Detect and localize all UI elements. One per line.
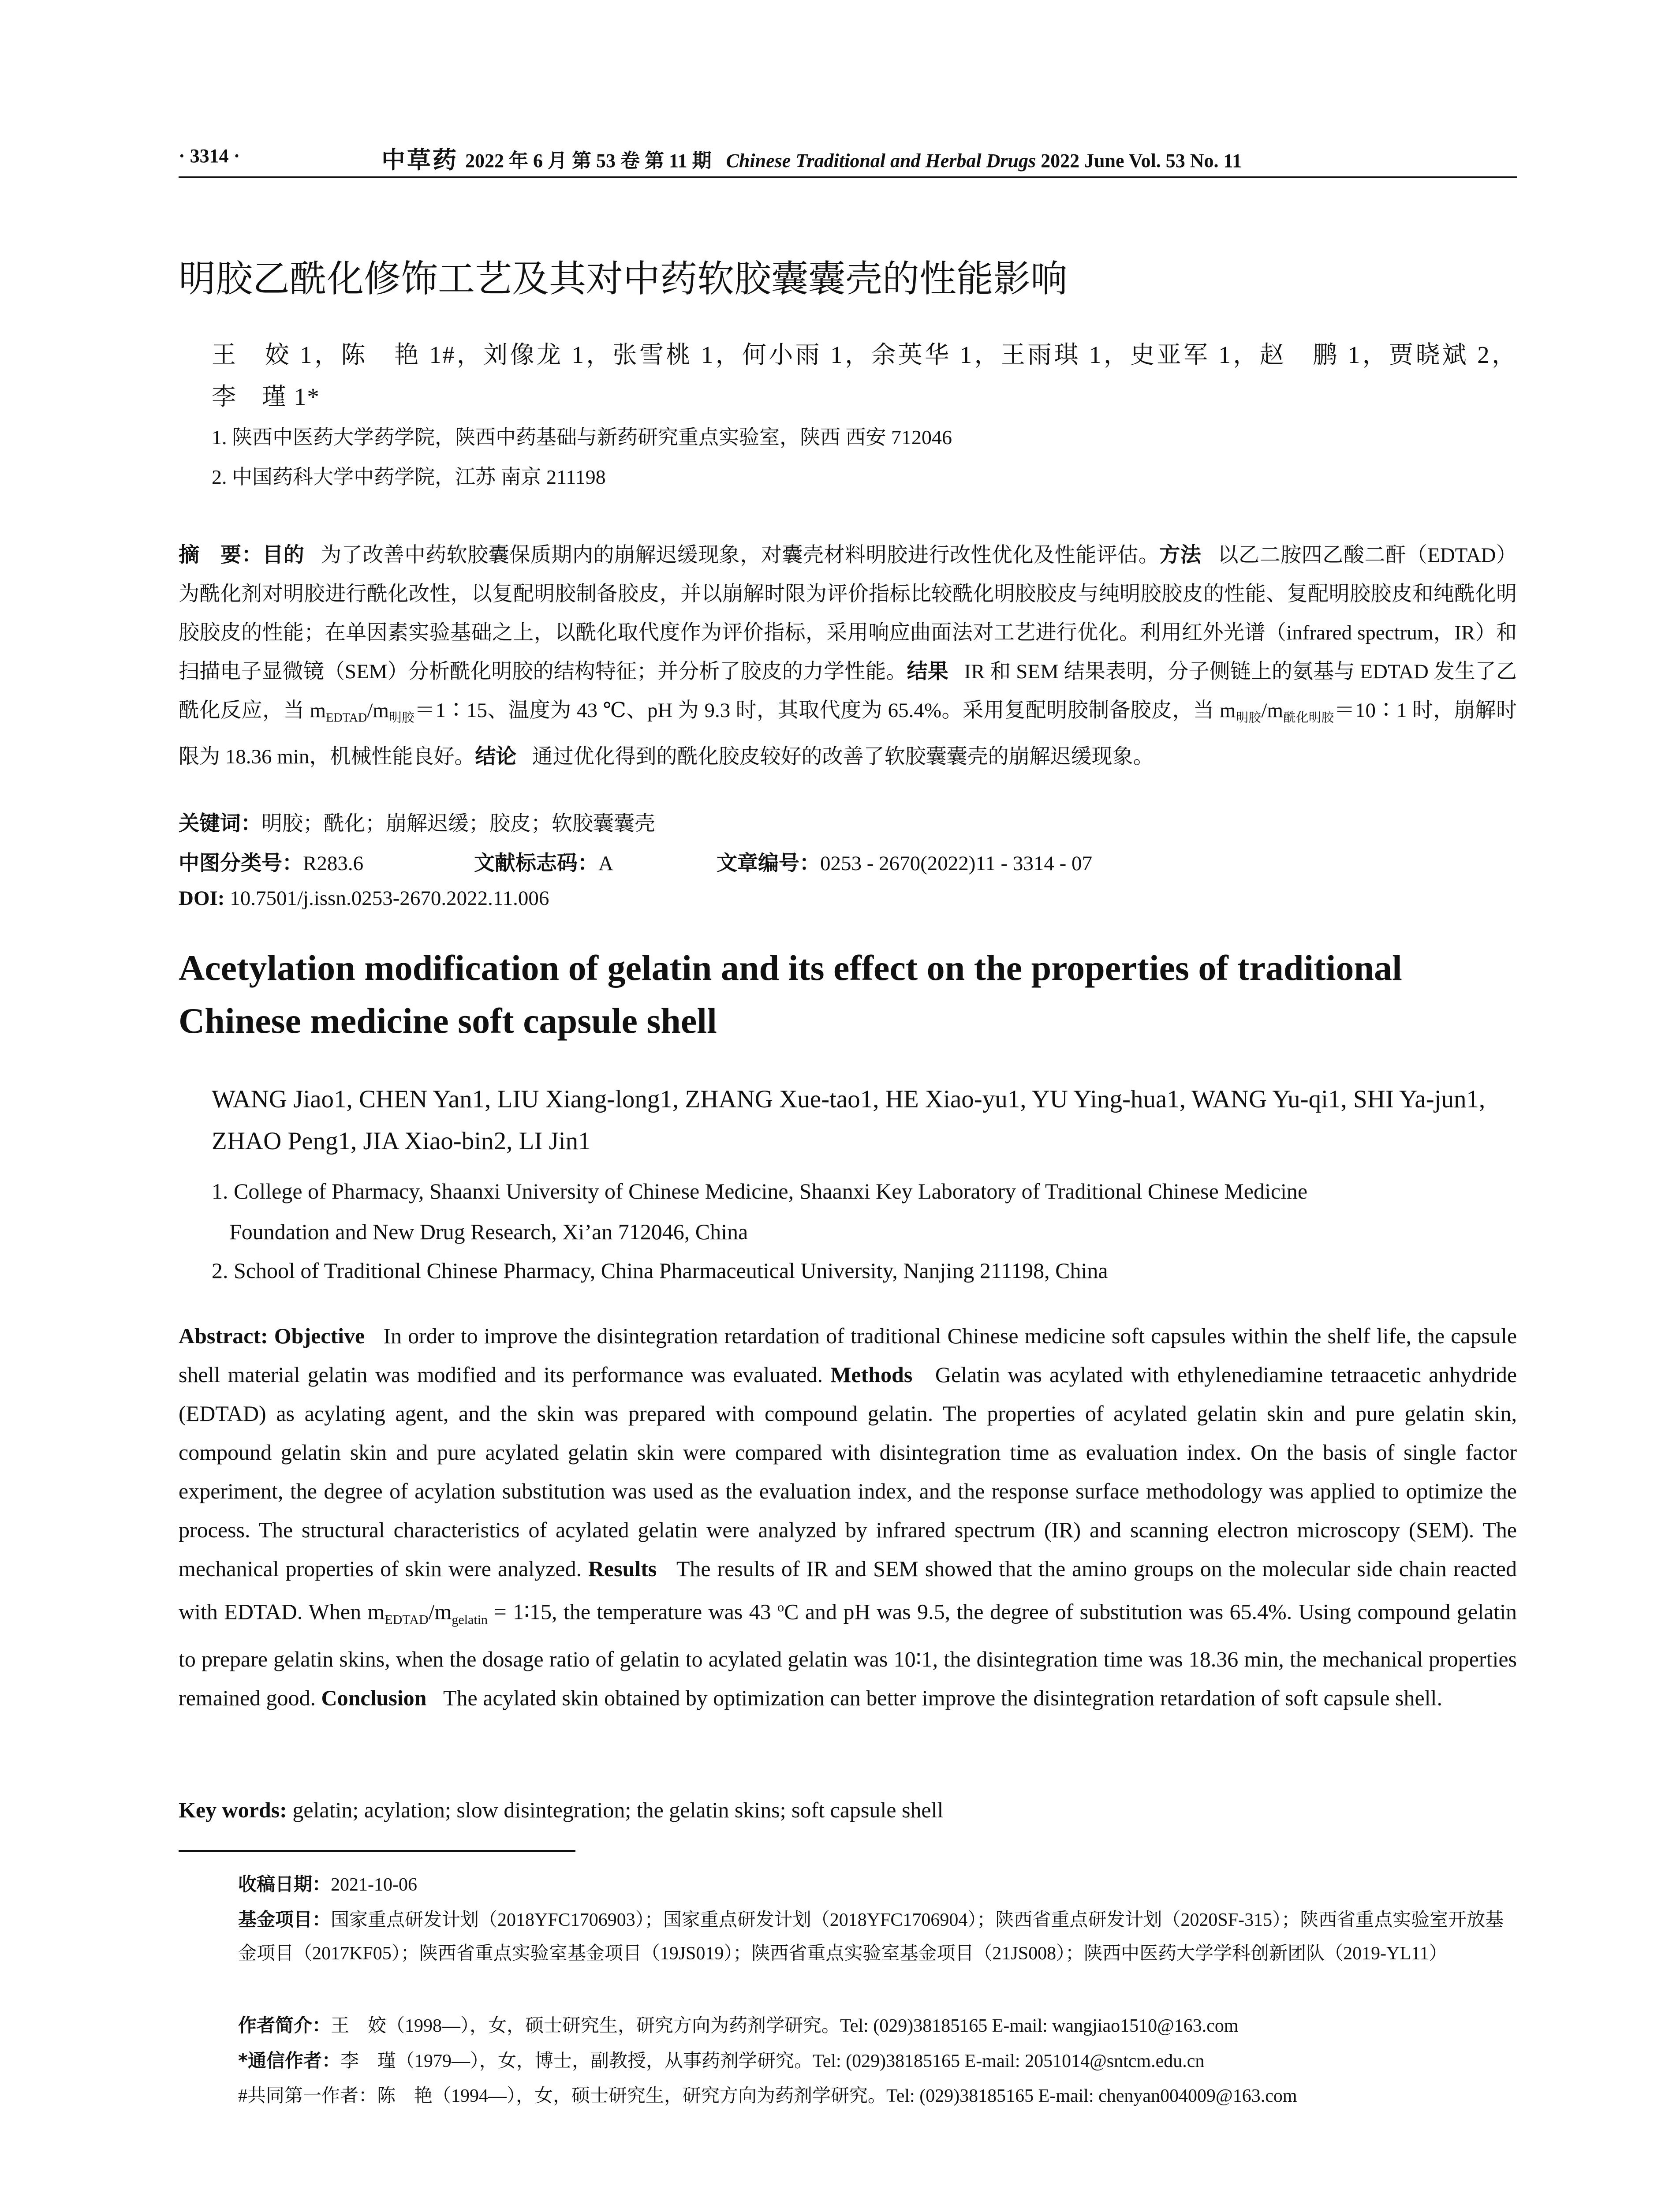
en-abstract-label: Abstract: Objective [179,1323,365,1348]
zh-results-c: ＝1∶15、温度为 43 ℃、pH 为 9.3 时，其取代度为 65.4%。采用复配明胶制备胶皮，当 m [414,699,1236,722]
en-authors: WANG Jiao1, CHEN Yan1, LIU Xiang-long1, ZHANG Xue-tao1, HE Xiao-yu1, YU Ying-hua1, WANG Yu-qi1, SHI Ya-jun1, ZHAO Peng1, JIA Xiao-bin2, LI Jin1 [212,1085,1486,1155]
header-rule [179,176,1517,178]
zh-objective: 为了改善中药软胶囊保质期内的崩解迟缓现象，对囊壳材料明胶进行改性优化及性能评估。 [321,544,1160,567]
footnote-bio [238,2009,1517,2043]
doc-code [474,847,613,876]
footnote-rule [179,1850,575,1852]
article-no-label: 文章编号： [717,851,820,875]
zh-conclusion: 通过优化得到的酰化胶皮较好的改善了软胶囊囊壳的崩解迟缓现象。 [532,745,1154,769]
en-methods: Gelatin was acylated with ethylenediamine tetraacetic anhydride (EDTAD) as acylating agent, and the skin was prepared with compound gelatin. The properties of acylated gelatin skin and pure gelatin skin, compound gelatin skin and pure acylated gelatin skin were compared with disintegration time as evaluation index. On the basis of single factor experiment, the degree of acylation substitution was used as the evaluation index, and the response surface methodology was applied to optimize the process. The structural characteristics of acylated gelatin were analyzed by infrared spectrum (IR) and scanning electron microscopy (SEM). The mechanical properties of skin were analyzed. [179,1362,1517,1581]
footnote-received [238,1868,1517,1902]
doi-link[interactable]: 10.7501/j.issn.0253-2670.2022.11.006 [230,887,549,910]
article-no-value: 0253 - 2670(2022)11 - 3314 - 07 [820,852,1093,875]
footnote-corresponding [238,2044,1517,2078]
received-date: 2021-10-06 [331,1875,417,1895]
zh-keywords-label: 关键词： [179,811,261,836]
zh-results-label: 结果 [907,659,948,684]
zh-results-sub1: EDTAD [326,711,367,725]
en-affiliation-1a: 1. College of Pharmacy, Shaanxi University of Chinese Medicine, Shaanxi Key Laboratory of Traditional Chinese Medicine [212,1179,1308,1203]
fund-text: 国家重点研发计划（2018YFC1706903）；国家重点研发计划（2018YFC1706904）；陕西省重点研发计划（2020SF-315）；陕西省重点实验室开放基金项目（2017KF05）；陕西省重点实验室基金项目（19JS019）；陕西省重点实验室基金项目（21JS008）；陕西中医药大学学科创新团队（2019-YL11） [238,1910,1504,1964]
clc-label: 中图分类号： [179,851,303,875]
fund-label: 基金项目： [238,1909,331,1930]
zh-results-a: IR 和 SEM 结果表明，分子侧链上的氨基与 EDTAD 发生了乙酰化反应，当 m [179,660,1517,722]
doc-code-label: 文献标志码： [474,851,598,875]
en-objective: In order to improve the disintegration retardation of traditional Chinese medicine soft capsules within the shelf life, the capsule shell material gelatin was modified and its performance was evaluated. [179,1323,1517,1387]
footnote-cofirst: #共同第一作者：陈 艳（1994—），女，硕士研究生，研究方向为药剂学研究。Tel: (029)38185165 E-mail: chenyan004009@163.com [238,2086,1297,2106]
bio-label: 作者简介： [238,2014,331,2036]
footnote-fund [238,1903,1517,1970]
en-abstract [179,1316,1517,1717]
en-results-c: = 1∶15, the temperature was 43 [488,1599,778,1624]
issue-info [465,145,1242,173]
zh-results-sub3: 明胶 [1236,711,1262,725]
doi-label: DOI: [179,887,225,910]
en-affiliation-2: 2. School of Traditional Chinese Pharmacy, China Pharmaceutical University, Nanjing 211198, China [212,1258,1108,1283]
zh-results-sub2: 明胶 [388,711,414,725]
en-title: Acetylation modification of gelatin and its effect on the properties of traditional Chinese medicine soft capsule shell [179,948,1402,1041]
zh-results-d: /m [1261,699,1284,722]
journal-name: 中草药 [381,147,458,173]
en-keywords-label: Key words: [179,1798,287,1822]
zh-results-b: /m [367,699,389,722]
en-results-sub2: gelatin [452,1612,488,1627]
en-results-label: Results [588,1556,657,1581]
zh-authors-line2: 李 瑾 1* [212,383,320,410]
classification-line [179,847,1093,876]
doc-code-value: A [598,852,613,875]
zh-conclusion-label: 结论 [475,744,517,769]
zh-affiliation-2: 2. 中国药科大学中药学院，江苏 南京 211198 [212,466,606,488]
bio-text: 王 姣（1998—），女，硕士研究生，研究方向为药剂学研究。Tel: (029)38185165 E-mail: wangjiao1510@163.com [331,2016,1239,2036]
zh-abstract [179,536,1517,776]
issue-zh: 2022 年 6 月 第 53 卷 第 11 期 [465,150,712,172]
corr-label: *通信作者： [238,2050,340,2071]
en-affiliation-1b: Foundation and New Drug Research, Xi’an 712046, China [229,1219,748,1244]
issue-en: 2022 June Vol. 53 No. 11 [1041,150,1242,172]
en-results-d: C and pH was 9.5, the degree of substitution was 65.4%. Using compound gelatin to prepare gelatin skins, when the dosage ratio of gelatin to acylated gelatin was 10∶1, the disintegration time was 18.36 min, the mechanical properties remained good. [179,1599,1517,1710]
en-affiliation-1 [212,1171,1517,1252]
en-results-sup: o [777,1600,784,1615]
en-conclusion: The acylated skin obtained by optimization can better improve the disintegration retardation of soft capsule shell. [443,1685,1442,1710]
en-results-sub1: EDTAD [385,1612,429,1627]
corr-text: 李 瑾（1979—），女，博士，副教授，从事药剂学研究。Tel: (029)38185165 E-mail: 2051014@sntcm.edu.cn [340,2051,1205,2071]
en-results-b: /m [428,1599,452,1624]
en-conclusion-label: Conclusion [321,1685,427,1710]
zh-authors-line1: 王 姣 1，陈 艳 1#，刘像龙 1，张雪桃 1，何小雨 1，余英华 1，王雨琪 1，史亚军 1，赵 鹏 1，贾晓斌 2， [212,341,1517,368]
journal-en: Chinese Traditional and Herbal Drugs [726,150,1036,172]
en-results-a: The results of IR and SEM showed that the amino groups on the molecular side chain reacted with EDTAD. When m [179,1556,1517,1624]
zh-keywords [179,807,1517,837]
zh-objective-label: 目的 [262,543,305,567]
zh-methods-label: 方法 [1159,543,1202,567]
zh-affiliation-1: 1. 陕西中医药大学药学院，陕西中药基础与新药研究重点实验室，陕西 西安 712046 [212,426,952,448]
zh-title: 明胶乙酰化修饰工艺及其对中药软胶囊囊壳的性能影响 [179,257,1068,300]
en-keywords [179,1797,943,1823]
en-methods-label: Methods [830,1362,913,1387]
received-label: 收稿日期： [238,1873,331,1895]
article-number [717,847,1092,876]
doi-line [179,886,549,910]
zh-keywords-text: 明胶；酰化；崩解迟缓；胶皮；软胶囊囊壳 [261,812,655,835]
zh-methods: 以乙二胺四乙酸二酐（EDTAD）为酰化剂对明胶进行酰化改性，以复配明胶制备胶皮，并以崩解时限为评价指标比较酰化明胶胶皮与纯明胶胶皮的性能、复配明胶胶皮和纯酰化明胶胶皮的性能；在单因素实验基础之上，以酰化取代度作为评价指标，采用响应曲面法对工艺进行优化。利用红外光谱（infrared spectrum，IR）和扫描电子显微镜（SEM）分析酰化明胶的结构特征；并分析了胶皮的力学性能。 [179,544,1517,683]
clc-value: R283.6 [303,852,364,875]
zh-results-e: ＝10∶1 时，崩解时限为 18.36 min，机械性能良好。 [179,699,1517,769]
zh-abstract-label: 摘 要： [179,543,263,567]
zh-results-sub4: 酰化明胶 [1283,711,1334,725]
running-header [179,141,1517,172]
en-keywords-text: gelatin; acylation; slow disintegration; the gelatin skins; soft capsule shell [292,1798,944,1822]
page-number: · 3314 · [179,145,240,167]
